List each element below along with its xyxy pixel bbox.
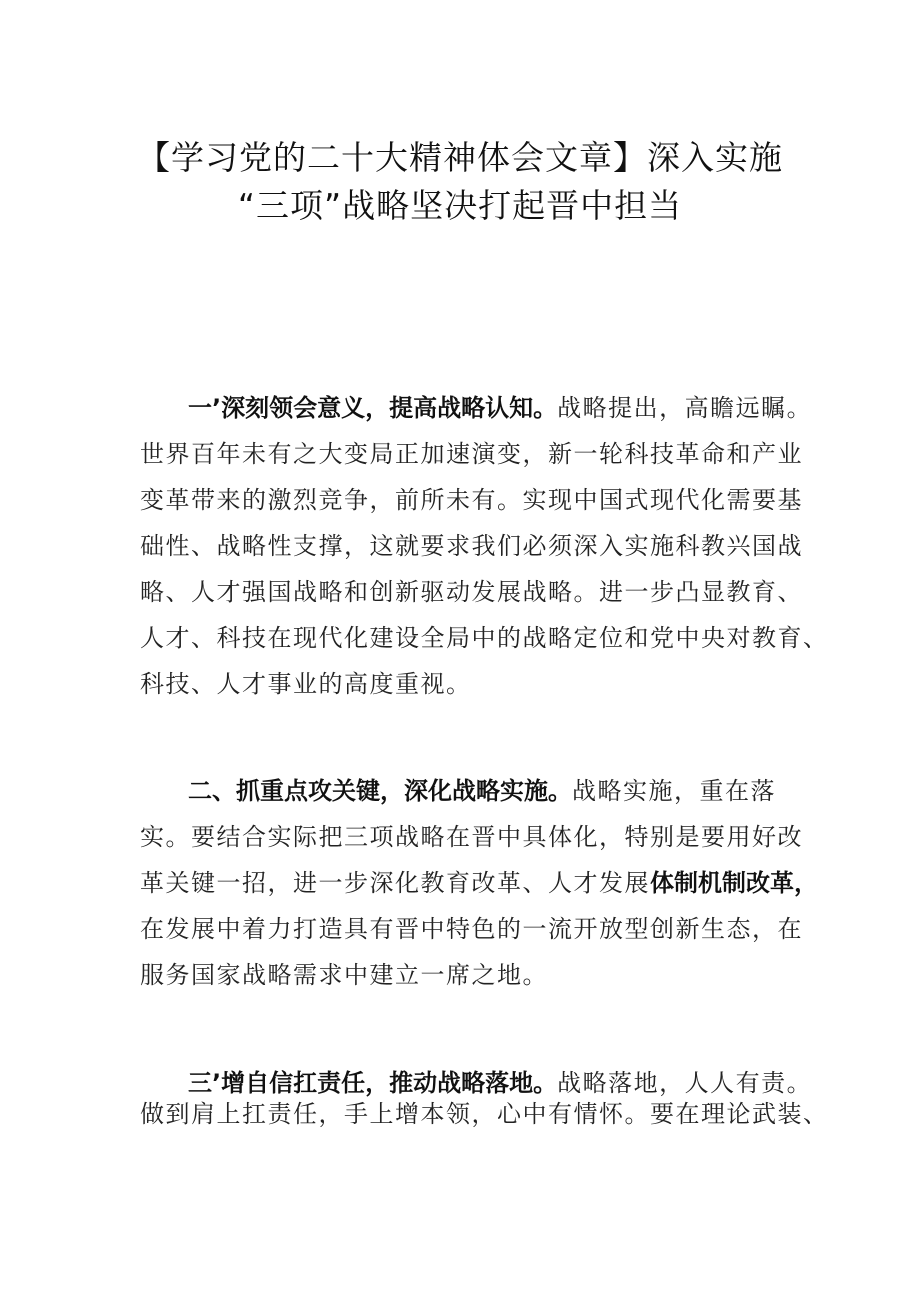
document-title-line-2: “三项”战略坚决打起晋中担当 xyxy=(237,186,683,225)
section-1-line: 世界百年未有之大变局正加速演变，新一轮科技革命和产业 xyxy=(140,440,803,468)
section-2-inline-bold: 体制机制改革， xyxy=(650,869,818,897)
section-2-line: 在发展中着力打造具有晋中特色的一流开放型创新生态，在 xyxy=(140,915,803,943)
section-3-line: 做到肩上扛责任，手上增本领，心中有情怀。要在理论武装、 xyxy=(140,1100,829,1128)
section-2-first-line xyxy=(188,775,800,807)
section-2-line: 服务国家战略需求中建立一席之地。 xyxy=(140,961,548,989)
section-2-line: 实。要结合实际把三项战略在晋中具体化，特别是要用好改 xyxy=(140,823,803,851)
section-1-text: 战略提出，高瞻远瞩。 xyxy=(557,394,813,422)
section-3-first-line xyxy=(188,1067,813,1099)
section-1-line: 变革带来的激烈竞争，前所未有。实现中国式现代化需要基 xyxy=(140,486,803,514)
section-2-line xyxy=(140,867,818,899)
section-1-line: 础性、战略性支撑，这就要求我们必须深入实施科教兴国战 xyxy=(140,532,803,560)
section-3-heading: 三’增自信扛责任，推动战略落地。 xyxy=(188,1069,558,1097)
section-1-line: 人才、科技在现代化建设全局中的战略定位和党中央对教育、 xyxy=(140,624,829,652)
section-3-text: 战略落地，人人有责。 xyxy=(557,1069,813,1097)
section-2-text: 革关键一招，进一步深化教育改革、人才发展 xyxy=(140,869,650,897)
document-title-line-1: 【学习党的二十大精神体会文章】深入实施 xyxy=(137,138,783,177)
section-2-text: 战略实施，重在落 xyxy=(572,777,776,805)
section-1-line: 略、人才强国战略和创新驱动发展战略。进一步凸显教育、 xyxy=(140,578,803,606)
section-1-line: 科技、人才事业的高度重视。 xyxy=(140,670,472,698)
section-1-heading: 一’深刻领会意义，提高战略认知。 xyxy=(188,394,558,422)
section-1-first-line xyxy=(188,392,813,424)
section-2-heading: 二、抓重点攻关键，深化战略实施。 xyxy=(188,777,572,805)
